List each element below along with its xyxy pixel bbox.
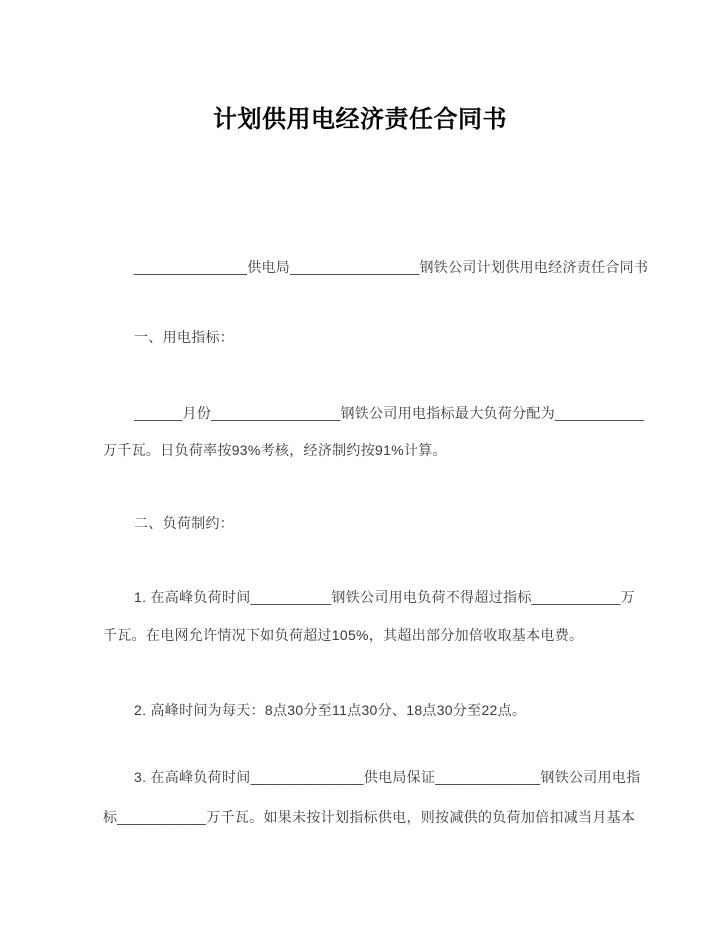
contract-parties-line: ______________供电局________________钢铁公司计划供用电经济责任合同书 xyxy=(134,259,649,275)
clause-3-line-2: 标___________万千瓦。如果未按计划指标供电，则按减供的负荷加倍扣减当月基本 xyxy=(103,809,636,825)
contract-title: 计划供用电经济责任合同书 xyxy=(213,106,507,134)
section-2-heading: 二、负荷制约： xyxy=(134,515,235,531)
section-1-body-line-1: ______月份________________钢铁公司用电指标最大负荷分配为___________ xyxy=(134,405,644,421)
clause-3-line-1: 3. 在高峰负荷时间______________供电局保证_____________钢铁公司用电指 xyxy=(134,769,641,785)
section-1-heading: 一、用电指标： xyxy=(134,329,235,345)
clause-1-line-2: 千瓦。在电网允许情况下如负荷超过105%，其超出部分加倍收取基本电费。 xyxy=(103,627,584,643)
clause-1-line-1: 1. 在高峰负荷时间__________钢铁公司用电负荷不得超过指标___________万 xyxy=(134,589,635,605)
section-1-body-line-2: 万千瓦。日负荷率按93%考核，经济制约按91%计算。 xyxy=(103,442,447,458)
clause-2-line: 2. 高峰时间为每天：8点30分至11点30分、18点30分至22点。 xyxy=(134,702,527,718)
